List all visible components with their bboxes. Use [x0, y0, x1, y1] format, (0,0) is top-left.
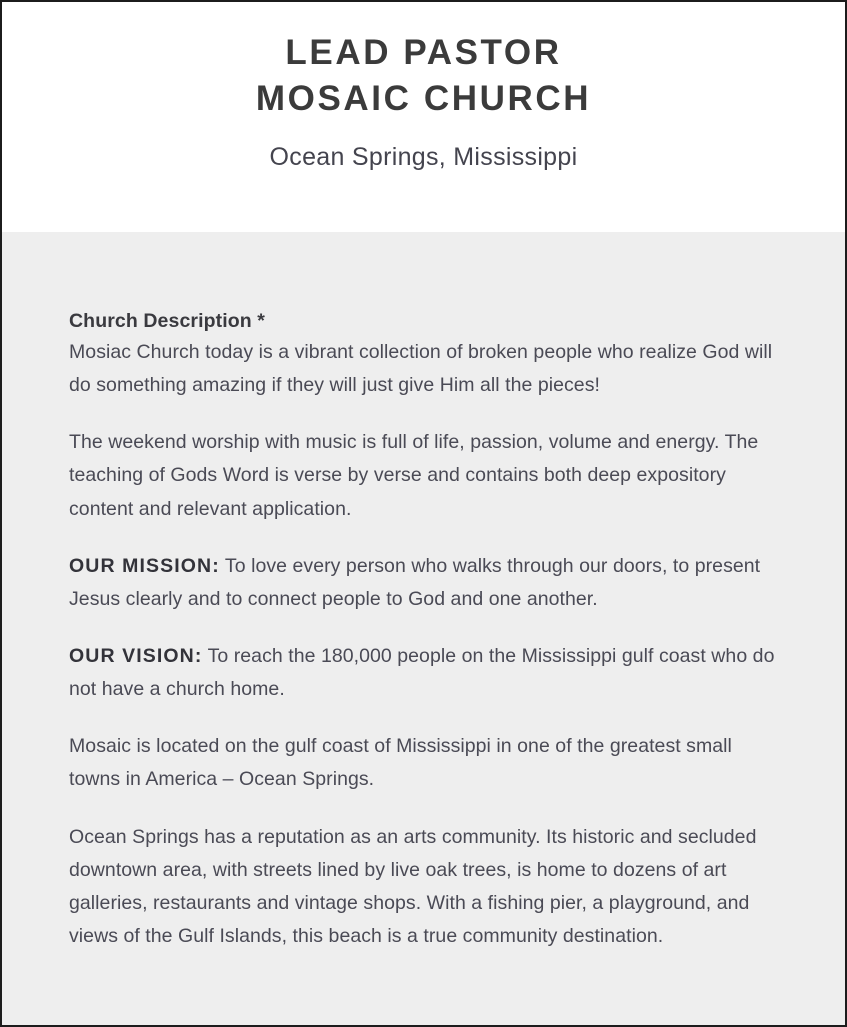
page-header — [2, 2, 845, 232]
community-paragraph — [69, 821, 785, 954]
page-title-line-1: LEAD PASTOR — [285, 33, 562, 72]
church-description-section — [2, 232, 845, 953]
mission-lead: OUR MISSION: — [69, 554, 220, 577]
paragraph-text: Mosiac Church today is a vibrant collection of broken people who realize God will do something amazing if they will just give Him all the pieces! — [69, 341, 773, 397]
mission-text: To love every person who walks through our doors, to present Jesus clearly and to connect people to God and one another. — [69, 554, 761, 610]
description-paragraph — [69, 336, 785, 402]
page-title-line-2: MOSAIC CHURCH — [255, 78, 592, 118]
paragraph-text: Mosaic is located on the gulf coast of Mississippi in one of the greatest small towns in America – Ocean Springs. — [69, 735, 732, 791]
church-description-label: Church Description * — [69, 310, 265, 332]
location-paragraph — [69, 730, 785, 796]
vision-paragraph — [69, 640, 785, 706]
page-subtitle-location: Ocean Springs, Mississippi — [269, 143, 578, 171]
page-title — [2, 30, 845, 121]
paragraph-text: The weekend worship with music is full of life, passion, volume and energy. The teaching of Gods Word is verse by verse and contains both deep expository content and relevant application. — [69, 431, 759, 520]
vision-text: To reach the 180,000 people on the Mississippi gulf coast who do not have a church home. — [69, 644, 775, 701]
mission-paragraph — [69, 550, 785, 616]
description-paragraph — [69, 426, 785, 525]
vision-lead: OUR VISION: — [69, 644, 203, 667]
paragraph-text: Ocean Springs has a reputation as an arts community. Its historic and secluded downtown area, with streets lined by live oak trees, is home to dozens of art galleries, restaurants and vintage shops. With a fishing pier, a playground, and views of the Gulf Islands, this beach is a true community destination. — [69, 825, 757, 947]
